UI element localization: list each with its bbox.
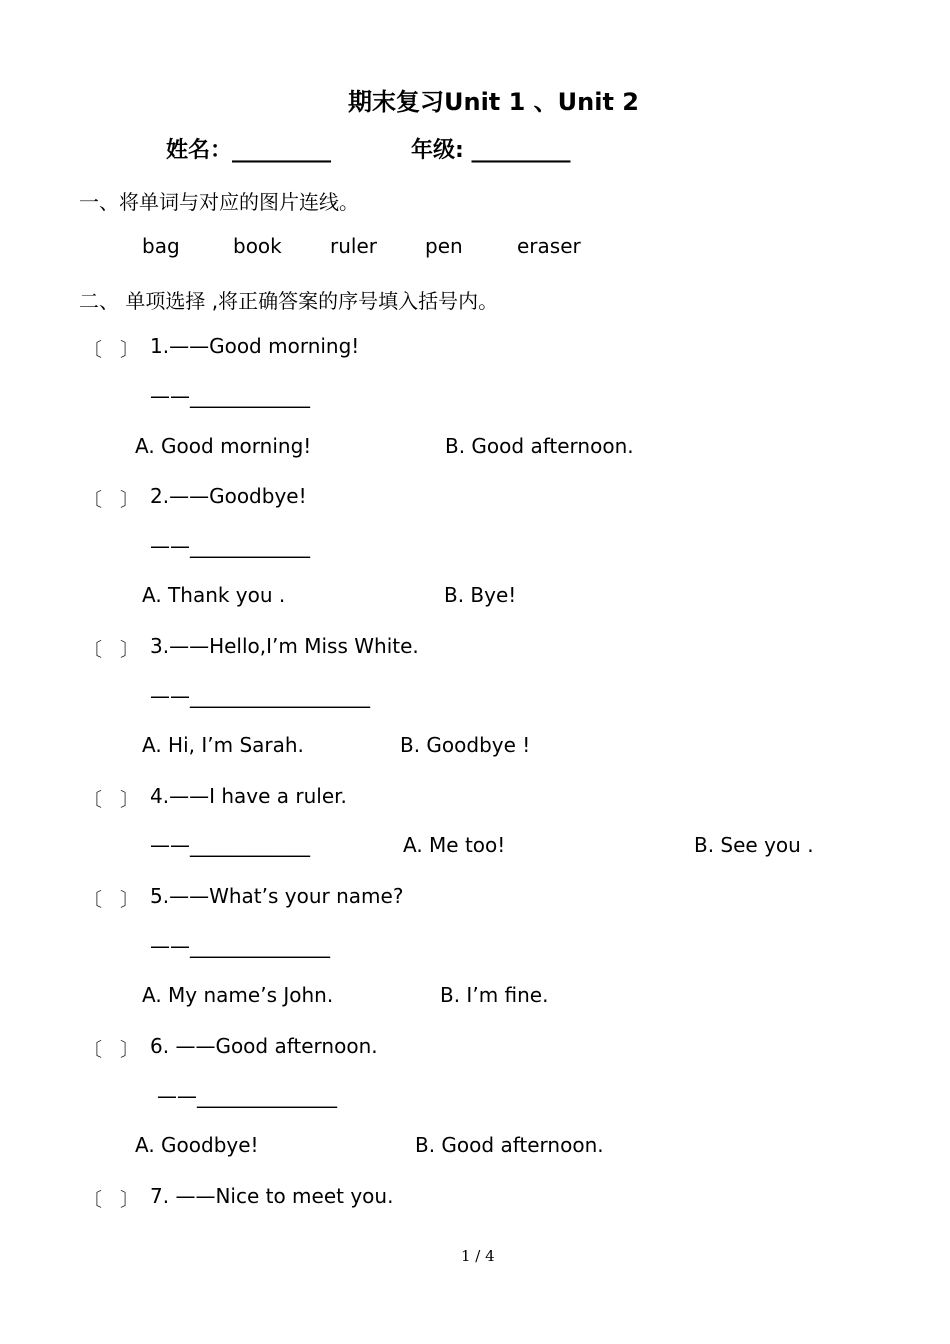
answer-bracket-left: 〔 — [83, 889, 103, 911]
question-1-option-a: A. Good morning! — [135, 434, 312, 458]
question-5: 5.——What’s your name? — [150, 884, 404, 908]
question-2-option-b: B. Bye! — [444, 583, 517, 607]
question-1: 1.——Good morning! — [150, 334, 360, 358]
question-5-blank: ——______________ — [150, 934, 330, 958]
section2-heading: 二、 单项选择 ,将正确答案的序号填入括号内。 — [79, 289, 499, 313]
grade-field-label: 年级: _________ — [411, 138, 571, 163]
answer-bracket-right: 〕 — [120, 789, 140, 811]
question-6-blank: ——______________ — [157, 1084, 337, 1108]
question-1-blank: ——____________ — [150, 384, 310, 408]
word-eraser: eraser — [517, 234, 581, 258]
question-4-option-b: B. See you . — [694, 833, 814, 857]
word-book: book — [233, 234, 282, 258]
question-6: 6. ——Good afternoon. — [150, 1034, 378, 1058]
question-2: 2.——Goodbye! — [150, 484, 307, 508]
question-1-option-b: B. Good afternoon. — [445, 434, 634, 458]
answer-bracket-left: 〔 — [83, 489, 103, 511]
answer-bracket-left: 〔 — [83, 639, 103, 661]
question-3-option-b: B. Goodbye ! — [400, 733, 531, 757]
question-4-option-a: A. Me too! — [403, 833, 506, 857]
answer-bracket-right: 〕 — [120, 1189, 140, 1211]
section1-heading: 一、将单词与对应的图片连线。 — [79, 190, 359, 214]
question-5-option-b: B. I’m fine. — [440, 983, 549, 1007]
word-bag: bag — [142, 234, 180, 258]
question-5-option-a: A. My name’s John. — [142, 983, 334, 1007]
answer-bracket-right: 〕 — [120, 339, 140, 361]
question-6-option-b: B. Good afternoon. — [415, 1133, 604, 1157]
question-3-blank: ——__________________ — [150, 684, 370, 708]
answer-bracket-right: 〕 — [120, 489, 140, 511]
answer-bracket-right: 〕 — [120, 639, 140, 661]
answer-bracket-left: 〔 — [83, 1189, 103, 1211]
answer-bracket-left: 〔 — [83, 339, 103, 361]
page-title: 期末复习Unit 1 、Unit 2 — [348, 88, 640, 116]
answer-bracket-left: 〔 — [83, 789, 103, 811]
answer-bracket-right: 〕 — [120, 1039, 140, 1061]
answer-bracket-left: 〔 — [83, 1039, 103, 1061]
word-ruler: ruler — [330, 234, 377, 258]
page-number: 1 / 4 — [461, 1247, 495, 1265]
question-6-option-a: A. Goodbye! — [135, 1133, 259, 1157]
question-3-option-a: A. Hi, I’m Sarah. — [142, 733, 304, 757]
question-3: 3.——Hello,I’m Miss White. — [150, 634, 419, 658]
name-field-label: 姓名：_________ — [166, 138, 332, 163]
question-7: 7. ——Nice to meet you. — [150, 1184, 394, 1208]
question-4-blank: ——____________ — [150, 833, 310, 857]
question-4: 4.——I have a ruler. — [150, 784, 347, 808]
word-pen: pen — [425, 234, 463, 258]
answer-bracket-right: 〕 — [120, 889, 140, 911]
question-2-option-a: A. Thank you . — [142, 583, 286, 607]
question-2-blank: ——____________ — [150, 534, 310, 558]
